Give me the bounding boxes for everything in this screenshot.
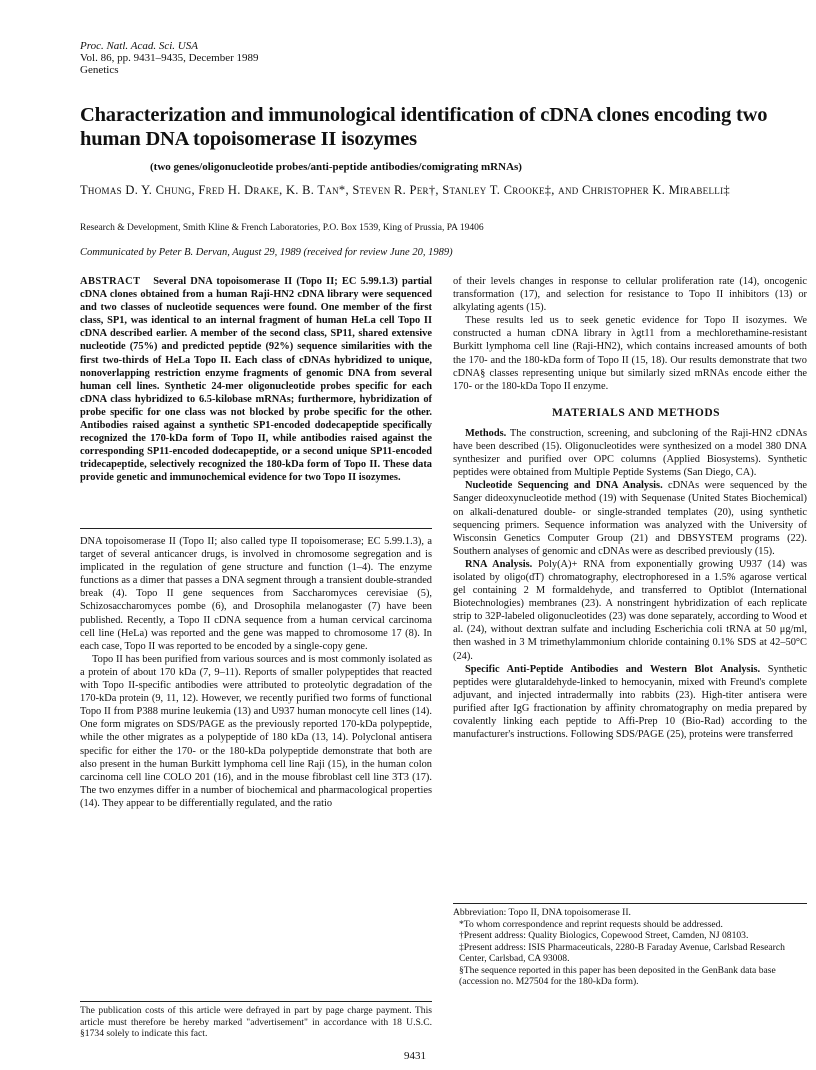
journal-name: Proc. Natl. Acad. Sci. USA bbox=[80, 40, 198, 52]
affiliation: Research & Development, Smith Kline & French Laboratories, P.O. Box 1539, King of Prussia, PA 19406 bbox=[80, 223, 484, 233]
methods-text: Synthetic peptides were glutaraldehyde-linked to hemocyanin, mixed with Freund's complete adjuvant, and injected intradermally into rabbits (23). High-titer antisera were purified after IgG fractionation by affinity chromatography on media prepared by covalently linking each peptide to Affi-Prep 10 (Bio-Rad) according to the manufacturer's instructions. Following SDS/PAGE (25), proteins were transferred bbox=[453, 663, 807, 741]
intro-paragraph: DNA topoisomerase II (Topo II; also called type II topoisomerase; EC 5.99.1.3), a target of several anticancer drugs, is involved in chromosome segregation and is implicated in the regulation of gene structure and function (1–4). The enzyme functions as a dimer that passes a DNA segment through a transient double-stranded break (4). Topo II gene sequences from Saccharomyces cerevisiae (5), Schizosaccharomyces pombe (6), and Drosophila melanogaster (7) have been published. Recently, a Topo II cDNA sequence from a human cervical carcinoma cell line (HeLa) was reported and the gene was mapped to chromosome 17 (8). In each case, Topo II was reported to be encoded by a single-copy gene. bbox=[80, 536, 432, 652]
abstract-label: ABSTRACT bbox=[80, 276, 141, 287]
methods-paragraph bbox=[453, 479, 807, 558]
abstract bbox=[80, 275, 432, 523]
intro-paragraph: These results led us to seek genetic evidence for Topo II isozymes. We constructed a human cDNA library in λgt11 from a mechlorethamine-resistant Burkitt lymphoma cell line (Raji-HN2), which contains increased amounts of both the 170- and the 180-kDa form of Topo II (15, 18). Our results demonstrate that two cDNA§ classes representing unique but similarly sized mRNAs encode either the 170- or the 180-kDa Topo II enzyme. bbox=[453, 315, 807, 392]
methods-heading: MATERIALS AND METHODS bbox=[551, 406, 721, 419]
methods-run-head: Nucleotide Sequencing and DNA Analysis. bbox=[465, 480, 663, 492]
publication-costs-note: The publication costs of this article were defrayed in part by page charge payment. This article must therefore be hereby marked "advertisement" in accordance with 18 U.S.C. §1734 solely to indicate this fact. bbox=[80, 1005, 432, 1039]
methods-run-head: Specific Anti-Peptide Antibodies and Western Blot Analysis. bbox=[465, 663, 761, 675]
cost-divider bbox=[80, 1001, 432, 1002]
intro-left-column bbox=[80, 535, 432, 810]
journal-section: Genetics bbox=[80, 64, 119, 76]
article-title: Characterization and immunological identification of cDNA clones encoding two human DNA topoisomerase II isozymes bbox=[80, 104, 768, 150]
abstract-text: Several DNA topoisomerase II (Topo II; EC 5.99.1.3) partial cDNA clones obtained from a human Raji-HN2 cDNA library were sequenced and two classes of nucleotide sequences were found. One member of the first class, SP1, was identical to an internal fragment of human HeLa cell Topo II cDNA described earlier. A member of the second class, SP11, shared extensive nucleotide (75%) and predicted peptide (92%) sequence similarities with the first two-thirds of HeLa Topo II. Each class of cDNAs hybridized to unique, nonoverlapping restriction enzyme fragments of genomic DNA from several human cell lines. Synthetic 24-mer oligonucleotide probes specific for each cDNA class hybridized to 6.5-kilobase mRNAs; furthermore, hybridization of probe specific for one class was not blocked by probe specific for the other. Antibodies raised against a synthetic SP1-encoded dodecapeptide specifically recognized the 170-kDa form of Topo II, while antibodies raised against the corresponding SP11-encoded dodecapeptide, or a second unique SP11-encoded tridecapeptide, selectively recognized the 180-kDa form of Topo II. These data provide genetic and immunochemical evidence for two Topo II isozymes. bbox=[80, 276, 432, 484]
methods-paragraph bbox=[453, 427, 807, 479]
methods-run-head: RNA Analysis. bbox=[465, 558, 533, 570]
methods-text: Poly(A)+ RNA from exponentially growing U937 (14) was isolated by oligo(dT) chromatography, electrophoresed in a 1.5% agarose vertical gel containing 2 M formaldehyde, and transferred to Optiblot (International Biotechnologies) membranes (23). A nonstringent hybridization of each replicate strip to 32P-labeled oligonucleotides (23) was done separately, according to Wood et al. (24), without dextran sulfate and including Escherichia coli tRNA at 50 μg/ml, then washed in 3 M trimethylammonium chloride containing 0.1% SDS at 42–50°C (24). bbox=[453, 558, 808, 662]
page-number: 9431 bbox=[404, 1050, 426, 1062]
author-list: Thomas D. Y. Chung, Fred H. Drake, K. B. Tan*, Steven R. Per†, Stanley T. Crooke‡, and Christopher K. Mirabelli‡ bbox=[80, 183, 730, 197]
journal-header bbox=[80, 40, 259, 76]
footnotes bbox=[453, 907, 807, 988]
keywords: (two genes/oligonucleotide probes/anti-peptide antibodies/comigrating mRNAs) bbox=[150, 161, 522, 173]
right-column bbox=[453, 275, 807, 741]
methods-paragraph bbox=[453, 558, 807, 663]
abstract-divider bbox=[80, 528, 432, 529]
intro-paragraph: Topo II has been purified from various sources and is most commonly isolated as a protein of about 170 kDa (7, 9–11). Reports of smaller polypeptides that reacted with Topo II-specific antibodies were attributed to proteolytic degradation of the 170-kDa protein (9, 11, 12). However, we recently purified two forms of functional Topo II from P388 murine leukemia (13) and U937 human monocyte cell lines (14). One form migrates on SDS/PAGE as the previously reported 170-kDa polypeptide, while the other migrates as a polypeptide of 180 kDa (13, 14). Polyclonal antisera specific for either the 170- or the 180-kDa polypeptide demonstrate that both are also present in the human Burkitt lymphoma cell line Raji (15), in the human colon carcinoma cell line COLO 201 (16), and in the mouse fibroblast cell line 3T3 (17). The two enzymes differ in a number of biochemical and pharmacological properties (14). They appear to be differentially regulated, and the ratio bbox=[80, 653, 432, 809]
intro-paragraph: of their levels changes in response to cellular proliferation rate (14), oncogenic transformation (17), and selection for resistance to Topo II inhibitors (13) or alkylating agents (15). bbox=[453, 276, 807, 314]
methods-paragraph bbox=[453, 663, 807, 742]
journal-volume: Vol. 86, pp. 9431–9435, December 1989 bbox=[80, 52, 259, 64]
footnote-divider bbox=[453, 903, 807, 904]
footnote: *To whom correspondence and reprint requests should be addressed. bbox=[459, 918, 723, 930]
footnote: ‡Present address: ISIS Pharmaceuticals, 2280-B Faraday Avenue, Carlsbad Research Center, Carlsbad, CA 93008. bbox=[459, 941, 785, 964]
abbreviation-note: Abbreviation: Topo II, DNA topoisomerase II. bbox=[453, 907, 631, 918]
footnote: §The sequence reported in this paper has been deposited in the GenBank data base (accession no. M27504 for the 180-kDa form). bbox=[459, 964, 776, 987]
footnote: †Present address: Quality Biologics, Copewood Street, Camden, NJ 08103. bbox=[459, 930, 749, 941]
communicated-by: Communicated by Peter B. Dervan, August 29, 1989 (received for review June 20, 1989) bbox=[80, 247, 453, 258]
methods-text: The construction, screening, and subcloning of the Raji-HN2 cDNAs have been described (15). Oligonucleotides were synthesized on a model 380 DNA synthesizer and purified over OPC columns (Applied Biosystems). Synthetic peptides were obtained from Multiple Peptide Systems (San Diego, CA). bbox=[453, 427, 807, 479]
methods-text: cDNAs were sequenced by the Sanger dideoxynucleotide method (19) with Sequenase (United States Biochemical) on alkali-denatured double- or single-stranded templates (20), using synthetic sequencing primers. Sequence information was analyzed with the University of Wisconsin Genetics Computer Group (21) and DBSYSTEM programs (22). Southern analyses of genomic and cDNAs were as described previously (15). bbox=[453, 480, 808, 557]
methods-run-head: Methods. bbox=[465, 427, 507, 439]
